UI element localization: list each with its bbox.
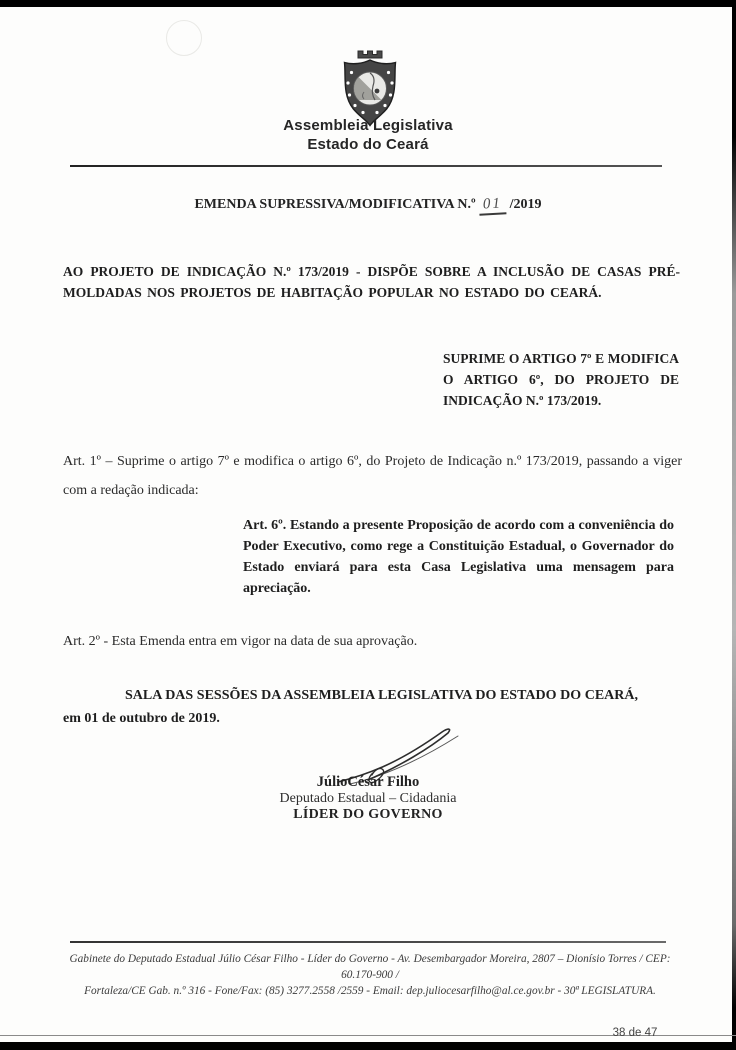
- scan-edge-right: [732, 0, 736, 1050]
- org-name-line1: Assembleia Legislativa: [283, 117, 453, 134]
- office-footer: [60, 951, 680, 999]
- document-title: [0, 196, 736, 215]
- office-footer-line1: Gabinete do Deputado Estadual Júlio César Filho - Líder do Governo - Av. Desembargador Moreira, 2807 – Dionísio Torres / CEP: 60.170-900 /: [69, 953, 671, 981]
- office-footer-line2: Fortaleza/CE Gab. n.º 316 - Fone/Fax: (85) 3277.2558 /2559 - Email: dep.juliocesarfilho@al.ce.gov.br - 30ª LEGISLATURA.: [84, 985, 656, 997]
- footer-rule: [70, 941, 666, 943]
- header-rule: [70, 165, 662, 167]
- signer-role: Deputado Estadual – Cidadania: [279, 791, 457, 806]
- org-name-line2: Estado do Ceará: [307, 136, 429, 153]
- article-1-paragraph: Art. 1º – Suprime o artigo 7º e modifica o artigo 6º, do Projeto de Indicação n.º 173/2019, passando a viger com a redação indicada:: [63, 454, 682, 498]
- signer-name: JúlioCésar Filho: [316, 774, 420, 790]
- addressee-paragraph: AO PROJETO DE INDICAÇÃO N.º 173/2019 - DISPÕE SOBRE A INCLUSÃO DE CASAS PRÉ-MOLDADAS NOS PROJETOS DE HABITAÇÃO POPULAR NO ESTADO DO CEARÁ.: [63, 264, 680, 300]
- org-name: [0, 116, 736, 154]
- signature-block: [0, 726, 736, 823]
- article-6-quote: Art. 6º. Estando a presente Proposição de acordo com a conveniência do Poder Executivo, como rege a Constituição Estadual, o Governador do Estado enviará para esta Casa Legislativa uma mensagem para apreciação.: [243, 518, 674, 596]
- pagination: 38 de 47: [612, 1027, 658, 1039]
- handwritten-amendment-number: 01: [479, 195, 507, 215]
- scan-edge-top: [0, 0, 736, 7]
- title-prefix: EMENDA SUPRESSIVA/MODIFICATIVA N.º: [194, 197, 476, 212]
- summary-paragraph: SUPRIME O ARTIGO 7º E MODIFICA O ARTIGO 6º, DO PROJETO DE INDICAÇÃO N.º 173/2019.: [443, 351, 679, 408]
- title-suffix: /2019: [509, 197, 542, 212]
- article-2-paragraph: Art. 2º - Esta Emenda entra em vigor na data de sua aprovação.: [63, 634, 418, 649]
- scan-edge-bottom: [0, 1042, 736, 1050]
- faint-stamp-mark: [166, 20, 202, 56]
- closing-paragraph: SALA DAS SESSÕES DA ASSEMBLEIA LEGISLATIVA DO ESTADO DO CEARÁ, em 01 de outubro de 2019.: [63, 688, 638, 726]
- signer-title: LÍDER DO GOVERNO: [293, 807, 443, 822]
